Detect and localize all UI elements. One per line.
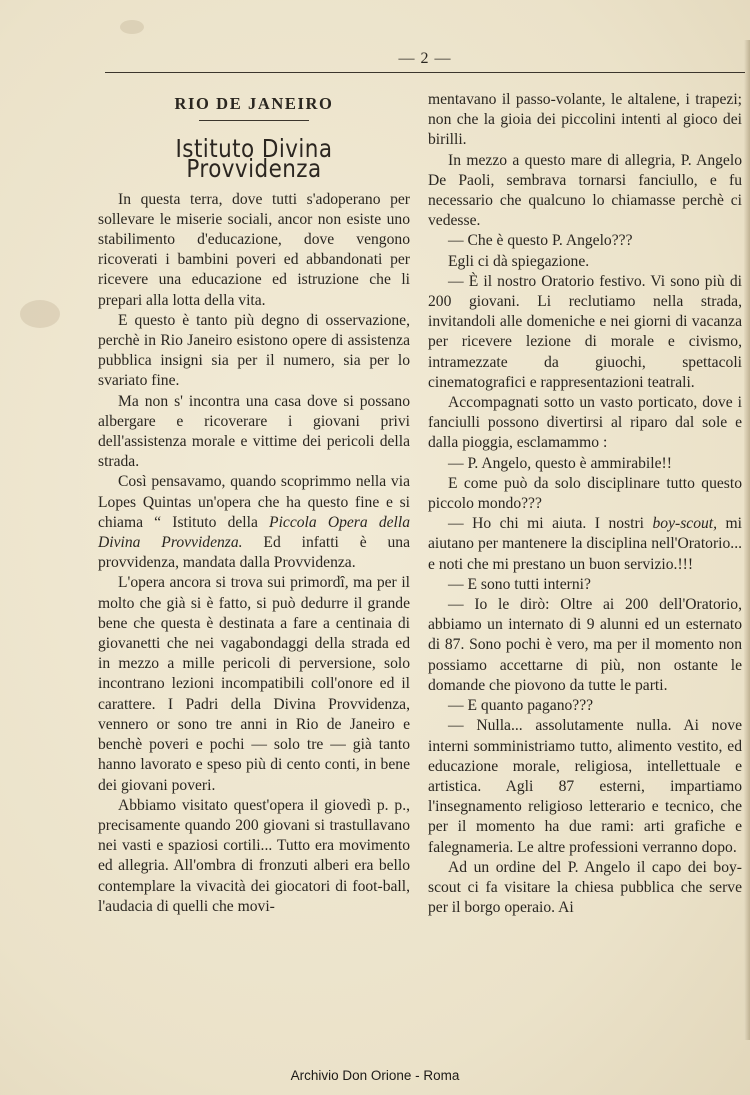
paragraph-continued: mentavano il passo-volante, le altalene, i trapezi; non che la gioia dei piccolini intenti al gioco dei birilli. — [428, 91, 742, 149]
archive-credit: Archivio Don Orione - Roma — [290, 1068, 460, 1083]
page-header — [105, 50, 745, 74]
paragraph: In questa terra, dove tutti s'adoperano per sollevare le miserie sociali, ancor non esiste uno stabilimento d'educazione, dove vengono ricoverati i bambini poveri ed abbandonati per ricevere una educazione ed istruzione che li prepari alla lotta della vita. — [98, 190, 410, 309]
paragraph-text: Così pensavamo, quando scoprimmo nella via Lopes Quintas un'opera che ha questo fine e si chiama “ Istituto della — [98, 473, 410, 531]
paragraph: Abbiamo visitato quest'opera il giovedì p. p., precisamente quando 200 giovani si trastullavano nei vasti e spaziosi cortili... Tutto era movimento ed allegria. All'ombra di fronzuti alberi era bello contemplare la vivacità dei giocatori di foot-ball, l'audacia di quelli che movi- — [98, 796, 410, 915]
paragraph — [428, 514, 742, 575]
left-column — [98, 90, 410, 917]
paragraph-text: — Ho chi mi aiuta. I nostri — [448, 515, 653, 533]
page-number: — 2 — — [398, 50, 452, 67]
header-rule — [105, 72, 745, 73]
boy-scout-term: boy-scout, — [652, 515, 718, 533]
paper-stain — [120, 20, 144, 34]
paragraph-text: Ed infatti è una provvidenza, mandata dalla Provvidenza. — [98, 534, 411, 572]
paragraph — [98, 472, 410, 573]
heading-rule — [199, 120, 309, 121]
paragraph: L'opera ancora si trova sui primordî, ma per il molto che già si è fatto, si può dedurre il grande bene che questa è destinata a fare a centinaia di giovanetti che nei vagabondaggi della strada ed in mezzo a mille pericoli di perversione, solo incontrano lezioni incompatibili coll'onore ed il carattere. I Padri della Divina Provvidenza, vennero or sono tre anni in Rio de Janeiro e benchè poveri e pochi — solo tre — già tanto hanno lavorato e speso più di cento conti, in bene dei giovani poveri. — [98, 574, 410, 794]
institute-name: Piccola Opera della Divina Provvidenza. — [98, 513, 411, 552]
paragraph: E come può da solo disciplinare tutto questo piccolo mondo??? — [428, 474, 742, 513]
paragraph: Ma non s' incontra una casa dove si possano albergare e ricoverare i giovani privi dell'assistenza morale e vittime dei pericoli della strada. — [98, 392, 410, 471]
paragraph: Egli ci dà spiegazione. — [448, 252, 590, 270]
article-title: Istituto Divina Provvidenza — [175, 134, 333, 184]
city-heading: RIO DE JANEIRO — [174, 94, 334, 113]
paper-stain — [20, 300, 60, 328]
right-column — [428, 90, 742, 918]
paragraph: — Io le dirò: Oltre ai 200 dell'Oratorio, abbiamo un internato di 9 alunni ed un esternato di 87. Sono pochi è vero, ma per il momento non possiamo accettarne di più, non ostante le domande che piovono da tutte le parti. — [428, 596, 742, 694]
paragraph: — E sono tutti interni? — [448, 575, 591, 593]
paragraph: Ad un ordine del P. Angelo il capo dei boy-scout ci fa visitare la chiesa pubblica che serve per il borgo operaio. Ai — [428, 858, 742, 917]
paragraph: — È il nostro Oratorio festivo. Vi sono più di 200 giovani. Li reclutiamo nella strada, invitandoli alle domeniche e nei giorni di vacanza per ricevere lezione di morale e civismo, intramezzate da giuochi, spettacoli cinematografici e rappresentazioni teatrali. — [428, 272, 742, 391]
paragraph: — P. Angelo, questo è ammirabile!! — [448, 454, 672, 472]
paragraph: E questo è tanto più degno di osservazione, perchè in Rio Janeiro esistono opere di assistenza pubblica insigni sia per il numero, sia per lo svariato fine. — [98, 311, 410, 390]
paragraph: Accompagnati sotto un vasto porticato, dove i fanciulli possono divertirsi al riparo dal sole e dalla pioggia, esclamammo : — [428, 394, 742, 452]
paragraph: — Che è questo P. Angelo??? — [448, 232, 633, 250]
paragraph: In mezzo a questo mare di allegria, P. Angelo De Paoli, sembrava tornarsi fanciullo, e fu necessario che qualcuno lo chiamasse perchè ci vedesse. — [428, 151, 742, 230]
paragraph: — Nulla... assolutamente nulla. Ai nove interni somministriamo tutto, alimento vestito, ed educazione morale, religiosa, intellettuale e artistica. Agli 87 esterni, impartiamo l'insegnamento religioso letterario e tecnico, che per il momento ha due rami: arti grafiche e falegnameria. Le altre professioni verranno dopo. — [428, 717, 742, 856]
paragraph: — E quanto pagano??? — [448, 697, 594, 715]
page-edge — [744, 40, 750, 1040]
paragraph-text: mi aiutano per mantenere la disciplina nell'Oratorio... e noti che mi prestano un buon servizio.!!! — [428, 515, 742, 573]
